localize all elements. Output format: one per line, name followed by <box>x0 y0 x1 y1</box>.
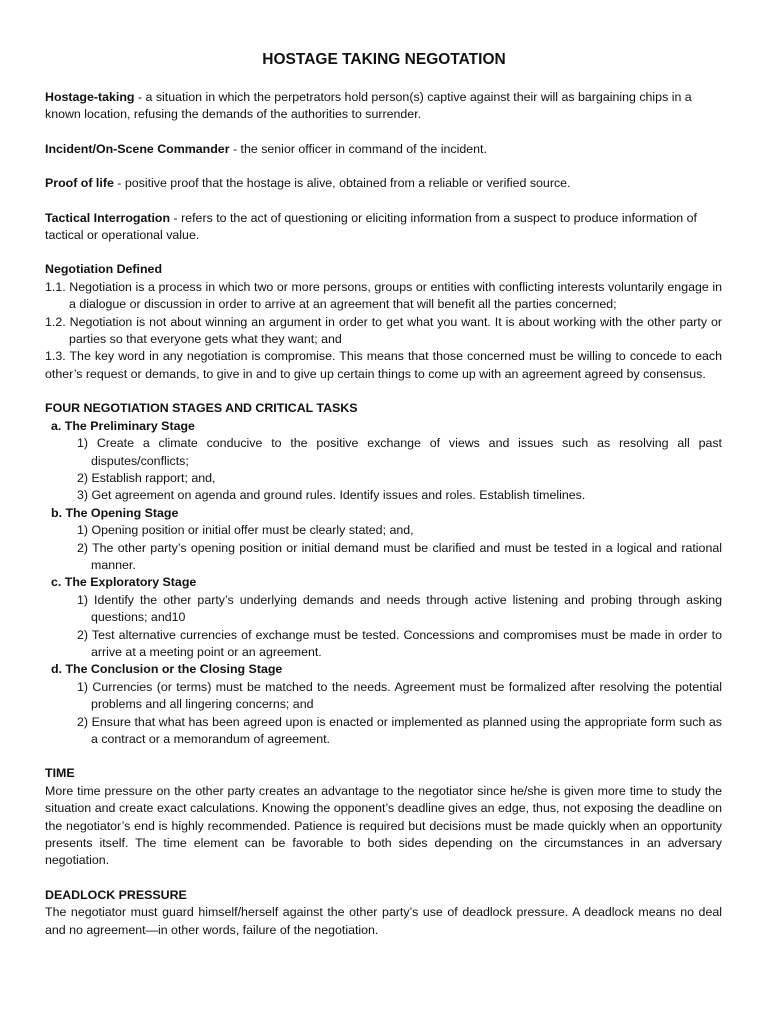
stage-item: 2) The other party’s opening position or initial demand must be clarified and must be tested in a logical and rational manner. <box>77 540 722 572</box>
document-title: HOSTAGE TAKING NEGOTATION <box>262 51 506 68</box>
stage-item: 1) Create a climate conducive to the positive exchange of views and issues such as resolving all past disputes/conflicts; <box>77 436 722 468</box>
deadlock-heading: DEADLOCK PRESSURE <box>45 887 187 902</box>
stage-title-preliminary: a. The Preliminary Stage <box>51 418 195 433</box>
definition-incident-commander <box>45 141 722 158</box>
stage-item: 2) Test alternative currencies of exchange must be tested. Concessions and compromises must be made in order to arrive at a meeting point or an agreement. <box>77 627 722 659</box>
stage-item: 3) Get agreement on agenda and ground rules. Identify issues and roles. Establish timelines. <box>77 488 586 503</box>
negotiation-defined-heading: Negotiation Defined <box>45 262 163 277</box>
stage-item: 1) Identify the other party’s underlying demands and needs through active listening and probing through asking questions; and10 <box>77 592 722 625</box>
stage-item: 2) Ensure that what has been agreed upon is enacted or implemented as planned using the appropriate form such as a contract or a memorandum of agreement. <box>77 714 722 746</box>
stage-title-opening: b. The Opening Stage <box>51 505 179 520</box>
stage-title-closing: d. The Conclusion or the Closing Stage <box>51 662 283 677</box>
definition-tactical-interrogation <box>45 210 722 245</box>
definition-hostage-taking <box>45 89 722 124</box>
negotiation-defined-item: 1.3. The key word in any negotiation is compromise. This means that those concerned must be willing to concede to each other’s request or demands, to give in and to give up certain things to come up with an agreement agreed by consensus. <box>45 349 722 381</box>
definition-term: Incident/On-Scene Commander <box>45 141 230 156</box>
deadlock-paragraph: The negotiator must guard himself/herself against the other party’s use of deadlock pressure. A deadlock means no deal and no agreement—in other words, failure of the negotiation. <box>45 905 722 937</box>
definition-term: Proof of life <box>45 176 114 191</box>
negotiation-defined-item: 1.1. Negotiation is a process in which two or more persons, groups or entities with conflicting interests voluntarily engage in a dialogue or discussion in order to arrive at an agreement that will benefit all the parties concerned; <box>45 279 722 312</box>
stage-title-exploratory: c. The Exploratory Stage <box>51 575 197 590</box>
document-body <box>45 89 722 939</box>
time-heading: TIME <box>45 766 75 781</box>
definition-term: Tactical Interrogation <box>45 210 171 225</box>
stages-heading: FOUR NEGOTIATION STAGES AND CRITICAL TASKS <box>45 401 358 416</box>
negotiation-defined-item: 1.2. Negotiation is not about winning an argument in order to get what you want. It is about working with the other party or parties so that everyone gets what they want; and <box>45 314 722 347</box>
definition-text: - a situation in which the perpetrators hold person(s) captive against their will as bargaining chips in a known location, refusing the demands of the authorities to surrender. <box>45 90 692 122</box>
definition-text: - positive proof that the hostage is alive, obtained from a reliable or verified source. <box>113 176 571 191</box>
definition-term: Hostage-taking <box>45 90 135 104</box>
definition-proof-of-life <box>45 175 722 192</box>
stage-item: 1) Opening position or initial offer must be clearly stated; and, <box>77 523 414 538</box>
stage-item: 1) Currencies (or terms) must be matched to the needs. Agreement must be formalized after resolving the potential problems and all lingering concerns; and <box>77 679 722 712</box>
definition-text: - the senior officer in command of the incident. <box>229 141 487 156</box>
stage-item: 2) Establish rapport; and, <box>77 470 216 485</box>
time-paragraph: More time pressure on the other party creates an advantage to the negotiator since he/she is given more time to study the situation and create exact calculations. Knowing the opponent’s deadline gives an edge, thus, not exposing the deadline on the negotiator’s end is highly recommended. Patience is required but decisions must be made quickly when an opportunity presents itself. The time element can be favorable to both sides depending on the circumstances in an adversary negotiation. <box>45 783 722 868</box>
definition-text: - refers to the act of questioning or eliciting information from a suspect to produce information of tactical or operational value. <box>45 210 697 243</box>
